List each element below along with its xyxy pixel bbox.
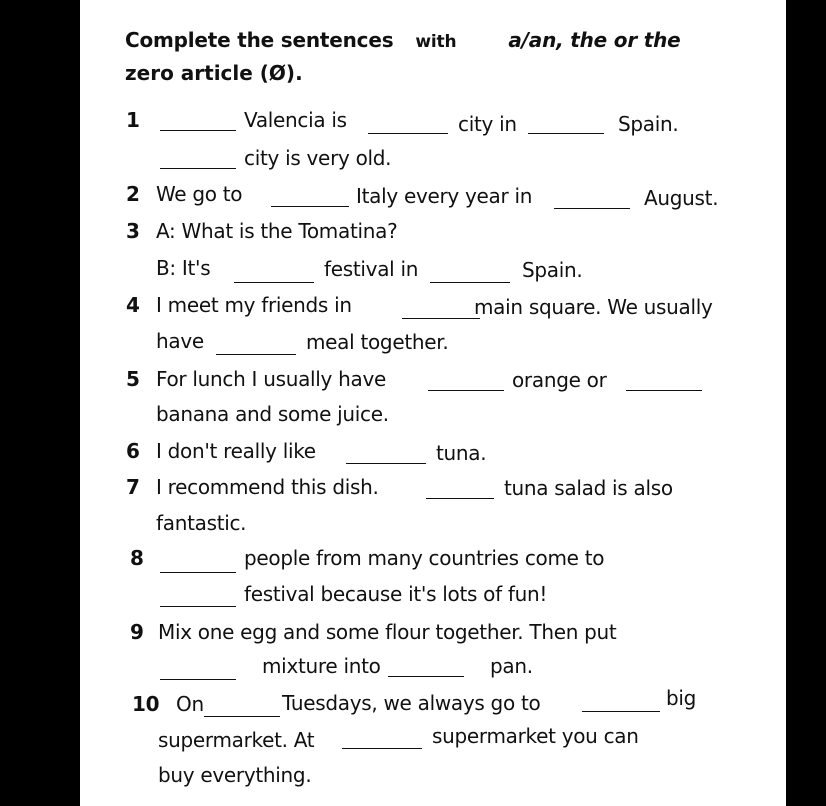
- sentence-text: I recommend this dish.: [156, 475, 379, 499]
- sentence-text: city is very old.: [244, 146, 392, 170]
- sentence-text: tuna.: [436, 441, 487, 465]
- answer-blank[interactable]: [582, 711, 660, 712]
- item-number: 6: [126, 439, 140, 463]
- sentence-text: I meet my friends in: [156, 293, 352, 317]
- sentence-text: On: [176, 692, 204, 716]
- answer-blank[interactable]: [554, 208, 630, 209]
- item-number: 1: [126, 108, 140, 132]
- sentence-text: pan.: [490, 654, 533, 678]
- sentence-text: mixture into: [262, 654, 381, 678]
- answer-blank[interactable]: [626, 390, 702, 391]
- answer-blank[interactable]: [430, 282, 510, 283]
- sentence-text: fantastic.: [156, 511, 247, 535]
- answer-blank[interactable]: [428, 390, 504, 391]
- answer-blank[interactable]: [160, 168, 236, 169]
- instruction-line-2: zero article (Ø).: [125, 61, 303, 85]
- instruction-text: Complete the sentences: [125, 28, 394, 52]
- answer-blank[interactable]: [402, 318, 480, 319]
- sentence-text: city in: [458, 112, 517, 136]
- answer-blank[interactable]: [342, 748, 422, 749]
- answer-blank[interactable]: [160, 130, 236, 131]
- sentence-text: festival in: [324, 257, 419, 281]
- sentence-text: Spain.: [522, 258, 583, 282]
- worksheet-page: [80, 0, 786, 806]
- sentence-text: supermarket. At: [158, 728, 315, 752]
- sentence-text: A: What is the Tomatina?: [156, 219, 398, 243]
- answer-blank[interactable]: [204, 716, 280, 717]
- item-number: 8: [130, 546, 144, 570]
- sentence-text: people from many countries come to: [244, 546, 605, 570]
- sentence-text: orange or: [512, 368, 607, 392]
- answer-blank[interactable]: [234, 282, 314, 283]
- sentence-text: For lunch I usually have: [156, 367, 387, 391]
- instruction-articles: a/an, the or the: [508, 28, 681, 52]
- answer-blank[interactable]: [368, 133, 448, 134]
- item-number: 4: [126, 293, 140, 317]
- item-number: 7: [126, 475, 140, 499]
- answer-blank[interactable]: [160, 679, 236, 680]
- item-number: 3: [126, 219, 140, 243]
- sentence-text: main square. We usually: [474, 295, 713, 319]
- answer-blank[interactable]: [388, 676, 464, 677]
- answer-blank[interactable]: [216, 354, 296, 355]
- sentence-text: big: [666, 686, 697, 710]
- answer-blank[interactable]: [160, 606, 236, 607]
- answer-blank[interactable]: [346, 463, 426, 464]
- sentence-text: Spain.: [618, 112, 679, 136]
- sentence-text: Italy every year in: [356, 184, 533, 208]
- item-number: 2: [126, 182, 140, 206]
- answer-blank[interactable]: [160, 572, 236, 573]
- sentence-text: I don't really like: [156, 439, 316, 463]
- sentence-text: Valencia is: [244, 108, 347, 132]
- item-number: 5: [126, 367, 140, 391]
- sentence-text: We go to: [156, 182, 243, 206]
- sentence-text: meal together.: [306, 330, 449, 354]
- sentence-text: tuna salad is also: [504, 476, 673, 500]
- instruction-with: with: [415, 32, 457, 52]
- answer-blank[interactable]: [528, 133, 604, 134]
- answer-blank[interactable]: [271, 206, 349, 207]
- item-number: 10: [132, 692, 160, 716]
- sentence-text: buy everything.: [158, 763, 312, 787]
- sentence-text: August.: [644, 186, 719, 210]
- sentence-text: Mix one egg and some flour together. Then put: [158, 620, 617, 644]
- item-number: 9: [130, 620, 144, 644]
- sentence-text: supermarket you can: [432, 724, 639, 748]
- sentence-text: B: It's: [156, 256, 211, 280]
- sentence-text: festival because it's lots of fun!: [244, 582, 548, 606]
- sentence-text: Tuesdays, we always go to: [282, 691, 541, 715]
- instruction-line-1: [125, 28, 681, 52]
- sentence-text: banana and some juice.: [156, 402, 389, 426]
- sentence-text: have: [156, 329, 204, 353]
- answer-blank[interactable]: [426, 498, 494, 499]
